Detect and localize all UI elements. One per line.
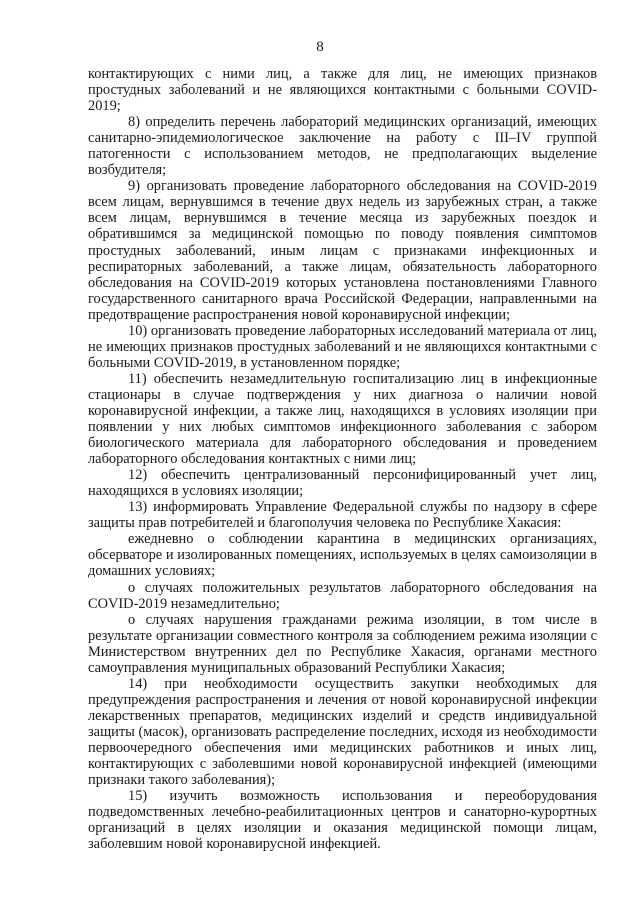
paragraph-item-8: 8) определить перечень лабораторий медицинских организаций, имеющих санитарно-эпидемиологическое заключение на работу с III–IV группой патогенности с использованием методов, не предполагающих выделение возбудителя; (88, 114, 597, 179)
paragraph-sub-positive-results: о случаях положительных результатов лабораторного обследования на COVID-2019 незамедлительно; (88, 579, 597, 612)
paragraph-sub-violations: о случаях нарушения гражданами режима изоляции, в том числе в результате организации совместного контроля за соблюдением режима изоляции с Министерством внутренних дел по Республике Хакасия, органами местного самоуправления муниципальных образований Республики Хакасия; (88, 611, 597, 676)
document-body (88, 66, 597, 852)
paragraph-item-10: 10) организовать проведение лабораторных исследований материала от лиц, не имеющих признаков простудных заболеваний и не являющихся контактными с больными COVID-2019, в установленном порядке; (88, 322, 597, 371)
paragraph-item-14: 14) при необходимости осуществить закупки необходимых для предупреждения распространения и лечения от новой коронавирусной инфекции лекарственных препаратов, медицинских изделий и средств индивидуальной защиты (масок), организовать распределение последних, исходя из необходимости первоочередного обеспечения ими медицинских работников и иных лиц, контактирующих с заболевшими новой коронавирусной инфекцией (имеющими признаки такого заболевания); (88, 675, 597, 789)
paragraph-item-12: 12) обеспечить централизованный персонифицированный учет лиц, находящихся в условиях изоляции; (88, 467, 597, 500)
paragraph-continuation: контактирующих с ними лиц, а также для лиц, не имеющих признаков простудных заболеваний и не являющихся контактными с больными COVID-2019; (88, 66, 597, 115)
page-number: 8 (316, 39, 324, 55)
paragraph-item-11: 11) обеспечить незамедлительную госпитализацию лиц в инфекционные стационары в случае подтверждения у них диагноза о наличии новой коронавирусной инфекции, а также лиц, находящихся в условиях изоляции при появлении у них любых симптомов инфекционного заболевания с забором биологического материала для лабораторного обследования и проведением лабораторного обследования контактных с ними лиц; (88, 370, 597, 468)
paragraph-item-13: 13) информировать Управление Федеральной службы по надзору в сфере защиты прав потребителей и благополучия человека по Республике Хакасия: (88, 499, 597, 532)
paragraph-sub-daily: ежедневно о соблюдении карантина в медицинских организациях, обсерваторе и изолированных помещениях, используемых в целях самоизоляции в домашних условиях; (88, 531, 597, 580)
paragraph-item-15: 15) изучить возможность использования и переоборудования подведомственных лечебно-реабилитационных центров и санаторно-курортных организаций в целях изоляции и оказания медицинской помощи лицам, заболевшим новой коронавирусной инфекцией. (88, 788, 597, 853)
paragraph-item-9: 9) организовать проведение лабораторного обследования на COVID-2019 всем лицам, вернувшимся в течение двух недель из зарубежных стран, а также всем лицам, вернувшимся в течение месяца из зарубежных поездок и обратившимся за медицинской помощью по поводу появления симптомов простудных заболеваний, иным лицам с признаками инфекционных и респираторных заболеваний, а также лицам, обязательность лабораторного обследования на COVID-2019 которых установлена постановлениями Главного государственного санитарного врача Российской Федерации, направленными на предотвращение распространения новой коронавирусной инфекции; (88, 178, 597, 323)
